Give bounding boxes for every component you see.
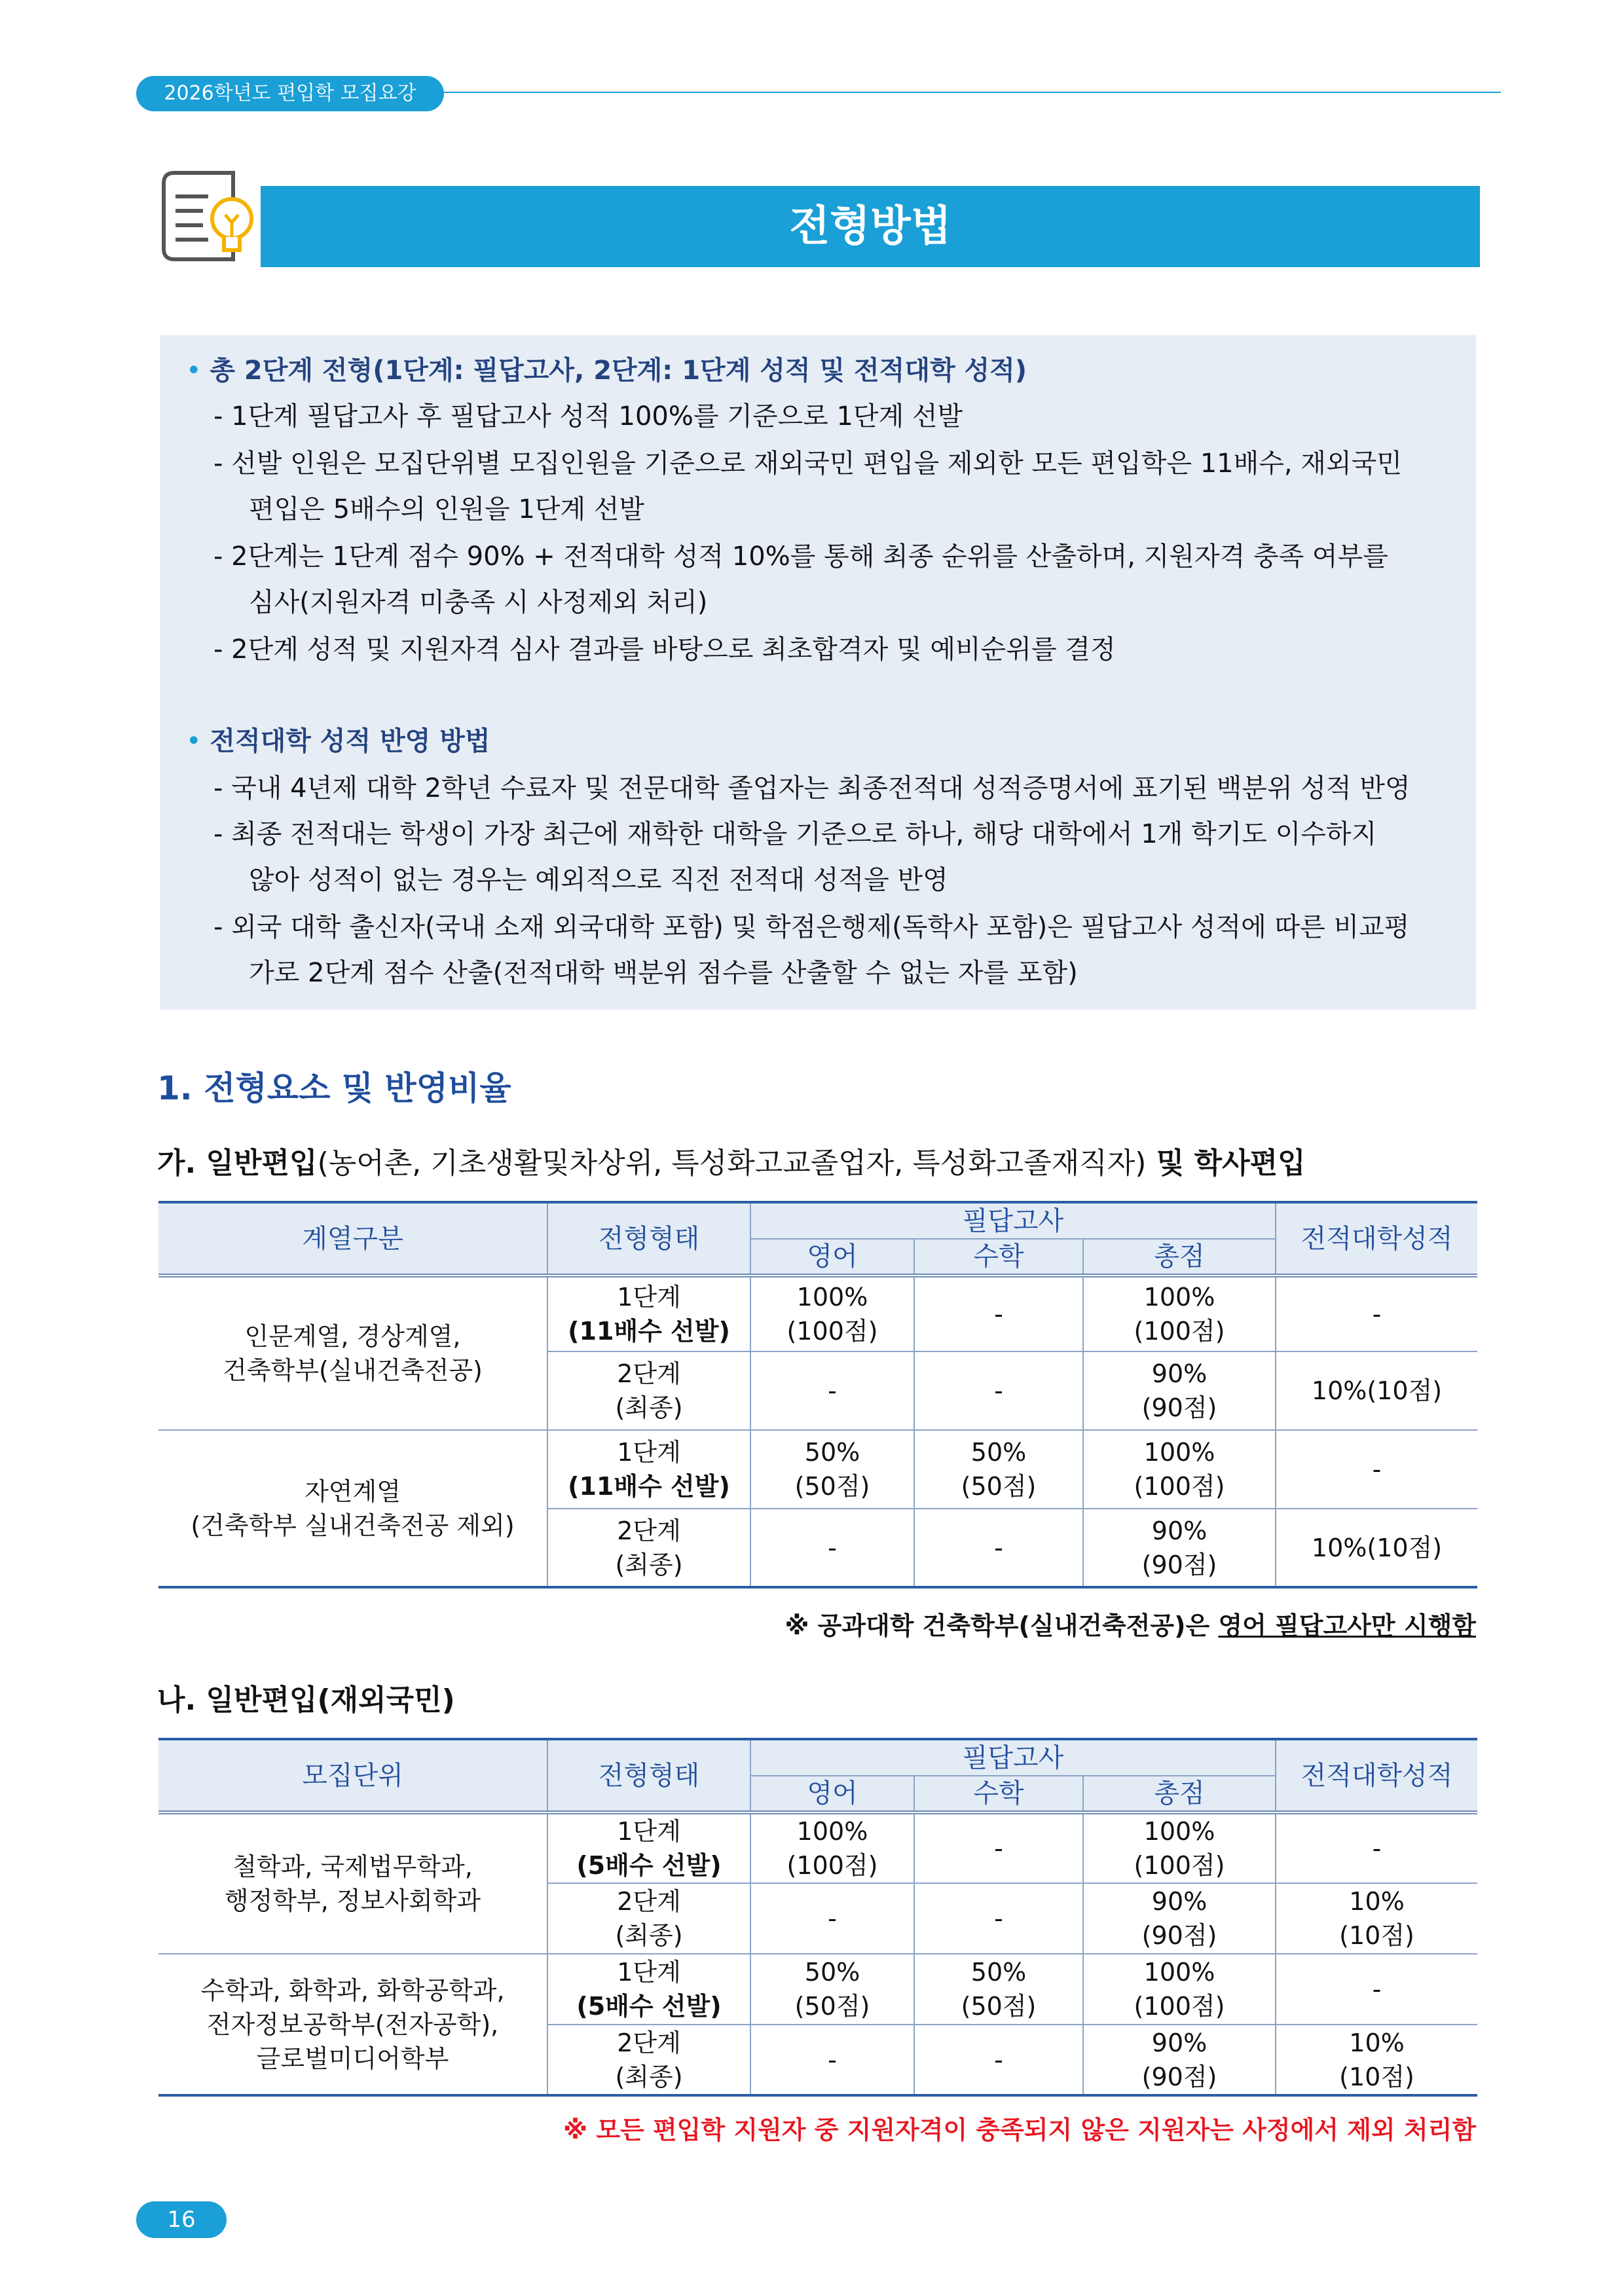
header-unit: 모집단위 bbox=[158, 1739, 547, 1812]
title-bar bbox=[261, 186, 1480, 267]
document-lightbulb-icon bbox=[155, 164, 266, 268]
header-type: 전형형태 bbox=[547, 1202, 750, 1276]
stage-cell: 1단계 (5배수 선발) bbox=[547, 1954, 750, 2025]
bullet-2-line: - 최종 전적대는 학생이 가장 최근에 재학한 대학을 기준으로 하나, 해당 대학에서 1개 학기도 이수하지 bbox=[213, 819, 1377, 849]
prev-grade-cell: 10% (10점) bbox=[1276, 1883, 1477, 1954]
page-number: 16 bbox=[136, 2201, 227, 2238]
selection-table-general bbox=[158, 1201, 1477, 1588]
bullet-2 bbox=[186, 720, 490, 758]
header-english: 영어 bbox=[750, 1776, 914, 1812]
bullet-1-head: 총 2단계 전형(1단계: 필답고사, 2단계: 1단계 성적 및 전적대학 성적) bbox=[210, 356, 1027, 386]
stage-cell: 1단계 (11배수 선발) bbox=[547, 1430, 750, 1509]
bullet-1-line: 편입은 5배수의 인원을 1단계 선발 bbox=[249, 494, 645, 524]
stage-cell: 2단계 (최종) bbox=[547, 1509, 750, 1587]
bullet-1-line: - 2단계는 1단계 점수 90% + 전적대학 성적 10%를 통해 최종 순위를 산출하며, 지원자격 충족 여부를 bbox=[213, 542, 1388, 572]
unit-cell: 수학과, 화학과, 화학공학과, 전자정보공학부(전자공학), 글로벌미디어학부 bbox=[158, 1954, 547, 2095]
english-cell: - bbox=[750, 1351, 914, 1430]
header-category: 계열구분 bbox=[158, 1202, 547, 1276]
prev-grade-cell: - bbox=[1276, 1954, 1477, 2025]
bullet-1-line: - 1단계 필답고사 후 필답고사 성적 100%를 기준으로 1단계 선발 bbox=[213, 401, 963, 431]
english-cell: - bbox=[750, 1883, 914, 1954]
bullet-dot: • bbox=[186, 726, 202, 756]
bullet-1-line: - 선발 인원은 모집단위별 모집인원을 기준으로 재외국민 편입을 제외한 모든 편입학은 11배수, 재외국민 bbox=[213, 449, 1402, 479]
total-cell: 90% (90점) bbox=[1083, 1509, 1276, 1587]
header-total: 총점 bbox=[1083, 1776, 1276, 1812]
header-total: 총점 bbox=[1083, 1239, 1276, 1276]
english-cell: 50% (50점) bbox=[750, 1954, 914, 2025]
total-cell: 90% (90점) bbox=[1083, 1351, 1276, 1430]
math-cell: 50% (50점) bbox=[914, 1954, 1083, 2025]
bullet-2-line: 가로 2단계 점수 산출(전적대학 백분위 점수를 산출할 수 없는 자를 포함) bbox=[249, 958, 1078, 988]
selection-table-overseas bbox=[158, 1738, 1477, 2097]
stage-cell: 2단계 (최종) bbox=[547, 1351, 750, 1430]
prev-grade-cell: 10% (10점) bbox=[1339, 2028, 1414, 2091]
bullet-2-line: - 국내 4년제 대학 2학년 수료자 및 전문대학 졸업자는 최종전적대 성적증명서에 표기된 백분위 성적 반영 bbox=[213, 773, 1411, 803]
header-prev-grade: 전적대학성적 bbox=[1276, 1202, 1477, 1276]
subheading-b: 나. 일반편입(재외국민) bbox=[157, 1683, 455, 1717]
header-english: 영어 bbox=[750, 1239, 914, 1276]
math-cell: 50% (50점) bbox=[914, 1430, 1083, 1509]
math-cell: - bbox=[914, 1276, 1083, 1351]
prev-grade-cell: 10%(10점) bbox=[1311, 1533, 1443, 1562]
stage-cell: 2단계 (최종) bbox=[547, 1883, 750, 1954]
total-cell: 100% (100점) bbox=[1083, 1812, 1276, 1883]
prev-grade-cell: 10%(10점) bbox=[1276, 1351, 1477, 1430]
bullet-1-line: 심사(지원자격 미충족 시 사정제외 처리) bbox=[249, 587, 708, 617]
header-written-exam: 필답고사 bbox=[750, 1202, 1276, 1239]
prev-grade-cell: - bbox=[1276, 1276, 1477, 1351]
prev-grade-cell: - bbox=[1276, 1430, 1477, 1509]
total-cell: 100% (100점) bbox=[1083, 1954, 1276, 2025]
table-a-note: ※ 공과대학 건축학부(실내건축전공)은 영어 필답고사만 시행함 bbox=[784, 1611, 1476, 1640]
header-rule bbox=[432, 92, 1501, 93]
bullet-1 bbox=[186, 350, 1027, 387]
math-cell: - bbox=[914, 1883, 1083, 1954]
english-cell: - bbox=[750, 2025, 914, 2095]
category-cell: 인문계열, 경상계열, 건축학부(실내건축전공) bbox=[158, 1276, 547, 1430]
header-math: 수학 bbox=[914, 1776, 1083, 1812]
english-cell: 100% (100점) bbox=[750, 1812, 914, 1883]
table-row bbox=[158, 1430, 1477, 1509]
bullet-2-line: 않아 성적이 없는 경우는 예외적으로 직전 전적대 성적을 반영 bbox=[249, 865, 948, 895]
english-cell: 50% (50점) bbox=[750, 1430, 914, 1509]
bullet-2-line: - 외국 대학 출신자(국내 소재 외국대학 포함) 및 학점은행제(독학사 포함)은 필답고사 성적에 따른 비교평 bbox=[213, 912, 1410, 942]
english-cell: - bbox=[750, 1509, 914, 1587]
table-row bbox=[158, 1276, 1477, 1351]
table-b-note: ※ 모든 편입학 지원자 중 지원자격이 충족되지 않은 지원자는 사정에서 제외 처리함 bbox=[563, 2116, 1476, 2144]
bullet-dot: • bbox=[186, 356, 202, 386]
section-heading: 1. 전형요소 및 반영비율 bbox=[157, 1069, 511, 1107]
table-row bbox=[158, 1812, 1477, 1883]
bullet-1-line: - 2단계 성적 및 지원자격 심사 결과를 바탕으로 최초합격자 및 예비순위를 결정 bbox=[213, 634, 1116, 665]
header-type: 전형형태 bbox=[547, 1739, 750, 1812]
bullet-2-head: 전적대학 성적 반영 방법 bbox=[210, 726, 490, 756]
math-cell: - bbox=[914, 1351, 1083, 1430]
subheading-a-normal: (농어촌, 기초생활및차상위, 특성화고교졸업자, 특성화고졸재직자) bbox=[317, 1147, 1147, 1180]
total-cell: 100% (100점) bbox=[1083, 1430, 1276, 1509]
total-cell: 100% (100점) bbox=[1083, 1276, 1276, 1351]
prev-grade-cell: - bbox=[1276, 1812, 1477, 1883]
header-tab: 2026학년도 편입학 모집요강 bbox=[136, 76, 444, 111]
table-row bbox=[158, 1954, 1477, 2025]
total-cell: 90% (90점) bbox=[1083, 2025, 1276, 2095]
total-cell: 90% (90점) bbox=[1083, 1883, 1276, 1954]
subheading-a-bold2: 및 학사편입 bbox=[1146, 1147, 1306, 1180]
info-box bbox=[160, 335, 1476, 1010]
page-title: 전형방법 bbox=[789, 202, 951, 251]
stage-cell: 1단계 (5배수 선발) bbox=[547, 1812, 750, 1883]
math-cell: - bbox=[914, 2025, 1083, 2095]
subheading-a bbox=[157, 1139, 1306, 1181]
category-cell: 자연계열 (건축학부 실내건축전공 제외) bbox=[158, 1430, 547, 1587]
stage-cell: 1단계 (11배수 선발) bbox=[547, 1276, 750, 1351]
math-cell: - bbox=[914, 1509, 1083, 1587]
header-prev-grade: 전적대학성적 bbox=[1276, 1739, 1477, 1812]
header-math: 수학 bbox=[914, 1239, 1083, 1276]
english-cell: 100% (100점) bbox=[750, 1276, 914, 1351]
unit-cell: 철학과, 국제법무학과, 행정학부, 정보사회학과 bbox=[158, 1812, 547, 1954]
subheading-a-bold: 가. 일반편입 bbox=[157, 1147, 318, 1180]
header-written-exam: 필답고사 bbox=[750, 1739, 1276, 1776]
stage-cell: 2단계 (최종) bbox=[547, 2025, 750, 2095]
math-cell: - bbox=[914, 1812, 1083, 1883]
